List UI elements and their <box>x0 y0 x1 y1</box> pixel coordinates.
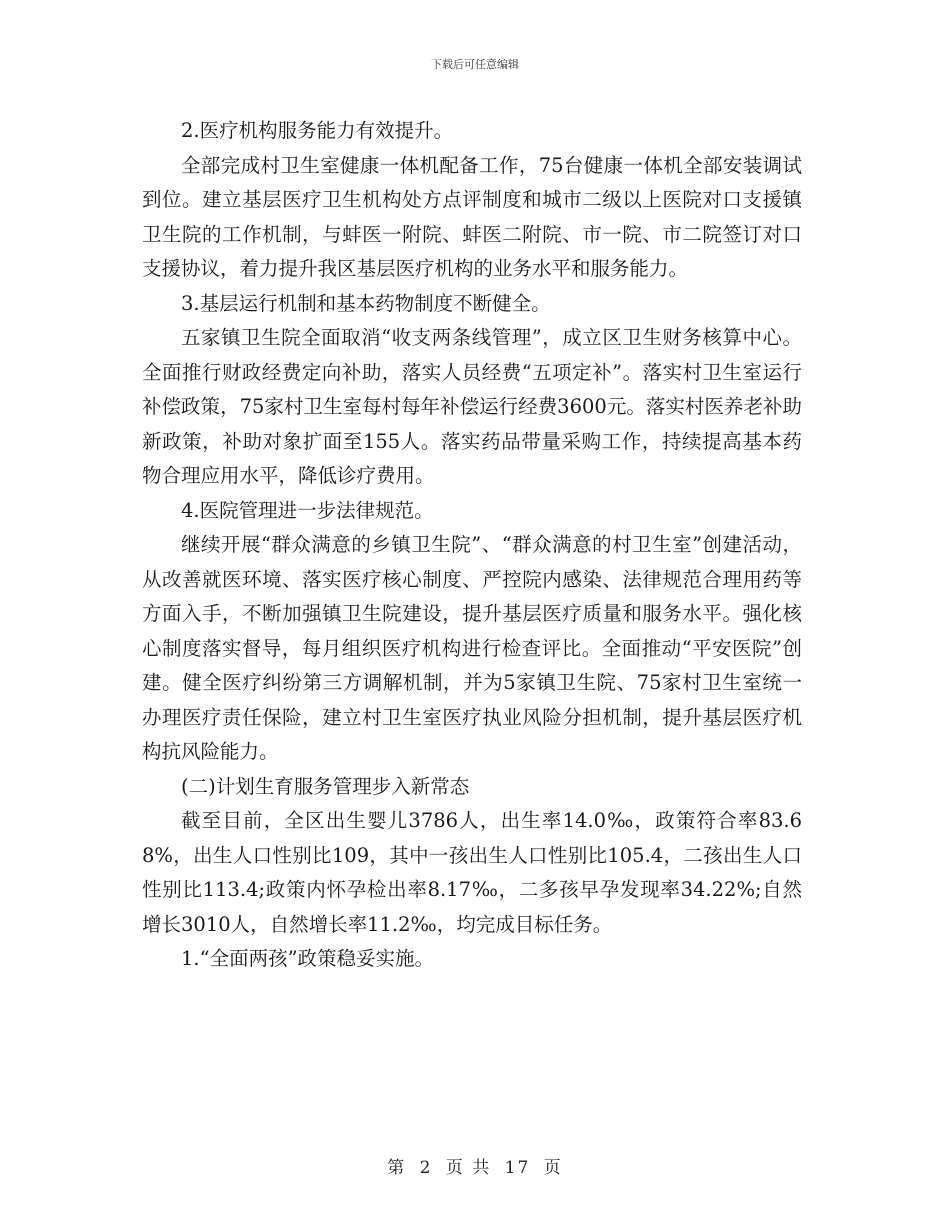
footer-prefix: 第 <box>387 1158 407 1178</box>
paragraph-family-planning: 截至目前，全区出生婴儿3786人，出生率14.0‰，政策符合率83.68%，出生人口性别比109，其中一孩出生人口性别比105.4，二孩出生人口性别比113.4;政策内怀孕检出率8.17‰，二多孩早孕发现率34.22%;自然增长3010人，自然增长率11.2‰，均完成目标任务。 <box>142 809 802 936</box>
heading-family-planning: (二)计划生育服务管理步入新常态 <box>181 774 470 798</box>
document-body <box>142 114 802 977</box>
footer-page-number: 2 <box>419 1158 433 1178</box>
page-header: 下载后可任意编辑 <box>431 58 519 71</box>
page-footer <box>0 1153 950 1178</box>
paragraph-operating-mechanism: 五家镇卫生院全面取消“收支两条线管理”，成立区卫生财务核算中心。全面推行财政经费定向补助，落实人员经费“五项定补”。落实村卫生室运行补偿政策，75家村卫生室每村每年补偿运行经费3600元。落实村医养老补助新政策，补助对象扩面至155人。落实药品带量采购工作，持续提高基本药物合理应用水平，降低诊疗费用。 <box>142 326 802 487</box>
heading-hospital-management: 4.医院管理进一步法律规范。 <box>181 498 434 522</box>
footer-middle: 页 共 <box>445 1158 492 1178</box>
heading-two-child-policy: 1.“全面两孩”政策稳妥实施。 <box>181 947 435 970</box>
paragraph-hospital-management: 继续开展“群众满意的乡镇卫生院”、“群众满意的村卫生室”创建活动，从改善就医环境、落实医疗核心制度、严控院内感染、法律规范合理用药等方面入手，不断加强镇卫生院建设，提升基层医疗质量和服务水平。强化核心制度落实督导，每月组织医疗机构进行检查评比。全面推动“平安医院”创建。健全医疗纠纷第三方调解机制，并为5家镇卫生院、75家村卫生室统一办理医疗责任保险，建立村卫生室医疗执业风险分担机制，提升基层医疗机构抗风险能力。 <box>142 533 802 763</box>
heading-operating-mechanism: 3.基层运行机制和基本药物制度不断健全。 <box>181 291 551 315</box>
footer-total-pages: 17 <box>504 1158 531 1178</box>
footer-suffix: 页 <box>543 1158 563 1178</box>
heading-medical-capacity: 2.医疗机构服务能力有效提升。 <box>181 119 454 142</box>
paragraph-medical-capacity: 全部完成村卫生室健康一体机配备工作，75台健康一体机全部安装调试到位。建立基层医疗卫生机构处方点评制度和城市二级以上医院对口支援镇卫生院的工作机制，与蚌医一附院、蚌医二附院、市一院、市二院签订对口支援协议，着力提升我区基层医疗机构的业务水平和服务能力。 <box>142 153 802 280</box>
